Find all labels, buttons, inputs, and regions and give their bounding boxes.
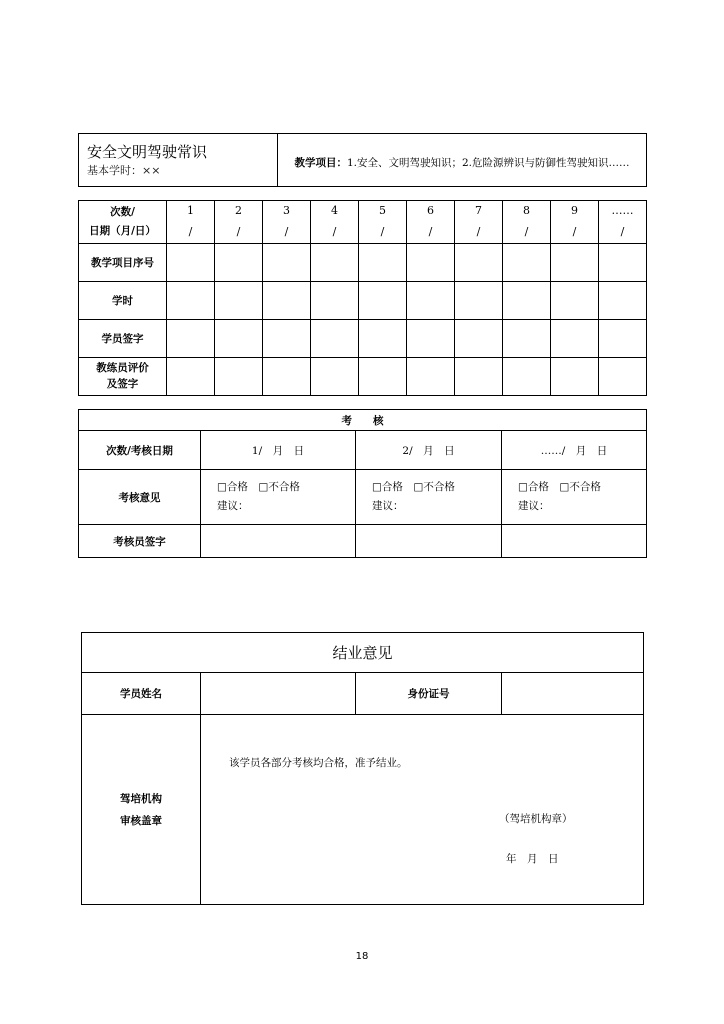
entry-cell xyxy=(359,243,407,281)
entry-cell xyxy=(167,357,215,395)
teaching-items-cell xyxy=(278,134,647,187)
examiner-sign-label: 考核员签字 xyxy=(79,525,201,558)
student-name-label: 学员姓名 xyxy=(82,673,201,715)
date-slash: / xyxy=(476,224,481,238)
entry-cell xyxy=(359,319,407,357)
completion-date: 年 月 日 xyxy=(506,853,559,865)
entry-cell xyxy=(503,281,551,319)
session-header-row xyxy=(79,201,647,244)
session-number: 2 xyxy=(235,204,242,217)
table-row xyxy=(82,715,644,905)
entry-cell xyxy=(215,357,263,395)
date-slash: / xyxy=(332,224,337,238)
entry-cell xyxy=(599,319,647,357)
session-col xyxy=(311,201,359,244)
session-col xyxy=(407,201,455,244)
session-col xyxy=(167,201,215,244)
session-number: 4 xyxy=(331,204,338,217)
opinion-cell xyxy=(356,470,502,525)
session-number: …… xyxy=(611,204,634,217)
pass-checkbox[interactable]: □合格 xyxy=(372,481,403,493)
table-row xyxy=(79,243,647,281)
date-slash: / xyxy=(236,224,241,238)
teaching-items-value: 1.安全、文明驾驶知识；2.危险源辨识与防御性驾驶知识…… xyxy=(346,156,630,169)
count-label: 次数/ xyxy=(110,205,135,218)
page-number: 18 xyxy=(355,951,369,962)
row-label-coach-eval: 教练员评价 及签字 xyxy=(79,357,167,395)
entry-cell xyxy=(311,357,359,395)
course-header-table xyxy=(78,133,647,187)
date-slash: / xyxy=(572,224,577,238)
session-col xyxy=(599,201,647,244)
fail-checkbox[interactable]: □不合格 xyxy=(413,481,455,493)
table-row xyxy=(79,319,647,357)
row-label-student-sign: 学员签字 xyxy=(79,319,167,357)
entry-cell xyxy=(599,243,647,281)
date-slash: / xyxy=(524,224,529,238)
entry-cell xyxy=(503,357,551,395)
entry-cell xyxy=(263,357,311,395)
fail-checkbox[interactable]: □不合格 xyxy=(559,481,601,493)
table-row xyxy=(79,431,647,470)
entry-cell xyxy=(167,319,215,357)
institution-seal: （驾培机构章） xyxy=(499,813,573,825)
session-number: 7 xyxy=(475,204,482,217)
fail-checkbox[interactable]: □不合格 xyxy=(258,481,300,493)
entry-cell xyxy=(359,281,407,319)
entry-cell xyxy=(215,243,263,281)
date-slash: / xyxy=(620,224,625,238)
entry-cell xyxy=(407,319,455,357)
entry-cell xyxy=(503,243,551,281)
date-slash: / xyxy=(284,224,289,238)
session-record-table xyxy=(78,200,647,396)
suggestion-label: 建议： xyxy=(372,500,404,512)
review-seal-label-cell xyxy=(82,715,201,905)
session-number: 5 xyxy=(379,204,386,217)
suggestion-label: 建议： xyxy=(217,500,249,512)
entry-cell xyxy=(263,319,311,357)
opinion-cell xyxy=(502,470,647,525)
course-info-cell xyxy=(79,134,278,187)
count-date-label: 次数/考核日期 xyxy=(79,431,201,470)
entry-cell xyxy=(201,525,356,558)
entry-cell xyxy=(311,281,359,319)
review-content-cell xyxy=(201,715,644,905)
id-number-field xyxy=(502,673,644,715)
count-date-header xyxy=(79,201,167,244)
table-row xyxy=(79,470,647,525)
table-row xyxy=(82,673,644,715)
date-slash: / xyxy=(380,224,385,238)
id-number-label: 身份证号 xyxy=(356,673,502,715)
session-col xyxy=(503,201,551,244)
completion-title: 结业意见 xyxy=(82,633,644,673)
session-number: 8 xyxy=(523,204,530,217)
entry-cell xyxy=(503,319,551,357)
session-number: 9 xyxy=(571,204,578,217)
pass-checkbox[interactable]: □合格 xyxy=(217,481,248,493)
entry-cell xyxy=(455,319,503,357)
entry-cell xyxy=(167,243,215,281)
session-col xyxy=(263,201,311,244)
entry-cell xyxy=(599,281,647,319)
assessment-table xyxy=(78,409,647,558)
entry-cell xyxy=(356,525,502,558)
entry-cell xyxy=(455,357,503,395)
entry-cell xyxy=(407,281,455,319)
entry-cell xyxy=(311,243,359,281)
entry-cell xyxy=(551,357,599,395)
table-row xyxy=(79,281,647,319)
row-label-hours: 学时 xyxy=(79,281,167,319)
entry-cell xyxy=(455,243,503,281)
entry-cell xyxy=(167,281,215,319)
session-col xyxy=(455,201,503,244)
entry-cell xyxy=(311,319,359,357)
assessment-date-3: ……/ 月 日 xyxy=(502,431,647,470)
session-number: 6 xyxy=(427,204,434,217)
entry-cell xyxy=(407,243,455,281)
entry-cell xyxy=(407,357,455,395)
date-slash: / xyxy=(428,224,433,238)
assessment-date-2: 2/ 月 日 xyxy=(356,431,502,470)
session-number: 3 xyxy=(283,204,290,217)
session-col xyxy=(551,201,599,244)
row-label-item-number: 教学项目序号 xyxy=(79,243,167,281)
entry-cell xyxy=(599,357,647,395)
opinion-label: 考核意见 xyxy=(79,470,201,525)
entry-cell xyxy=(215,281,263,319)
session-col xyxy=(359,201,407,244)
completion-statement: 该学员各部分考核均合格，准予结业。 xyxy=(229,757,408,769)
session-number: 1 xyxy=(187,204,194,217)
entry-cell xyxy=(551,281,599,319)
assessment-date-1: 1/ 月 日 xyxy=(201,431,356,470)
opinion-cell xyxy=(201,470,356,525)
entry-cell xyxy=(359,357,407,395)
completion-table xyxy=(81,632,644,905)
entry-cell xyxy=(215,319,263,357)
date-slash: / xyxy=(188,224,193,238)
student-name-field xyxy=(201,673,356,715)
entry-cell xyxy=(551,319,599,357)
basic-hours: 基本学时：×× xyxy=(87,164,161,177)
entry-cell xyxy=(263,281,311,319)
entry-cell xyxy=(502,525,647,558)
date-label: 日期（月/日） xyxy=(89,224,156,237)
table-row xyxy=(79,357,647,395)
review-label-line2: 审核盖章 xyxy=(120,814,162,827)
entry-cell xyxy=(551,243,599,281)
session-col xyxy=(215,201,263,244)
assessment-title: 考 核 xyxy=(79,410,647,431)
review-label-line1: 驾培机构 xyxy=(120,792,162,805)
pass-checkbox[interactable]: □合格 xyxy=(518,481,549,493)
course-title: 安全文明驾驶常识 xyxy=(87,143,208,161)
teaching-items-label: 教学项目： xyxy=(294,156,347,169)
entry-cell xyxy=(263,243,311,281)
table-row xyxy=(79,525,647,558)
suggestion-label: 建议： xyxy=(518,500,550,512)
entry-cell xyxy=(455,281,503,319)
